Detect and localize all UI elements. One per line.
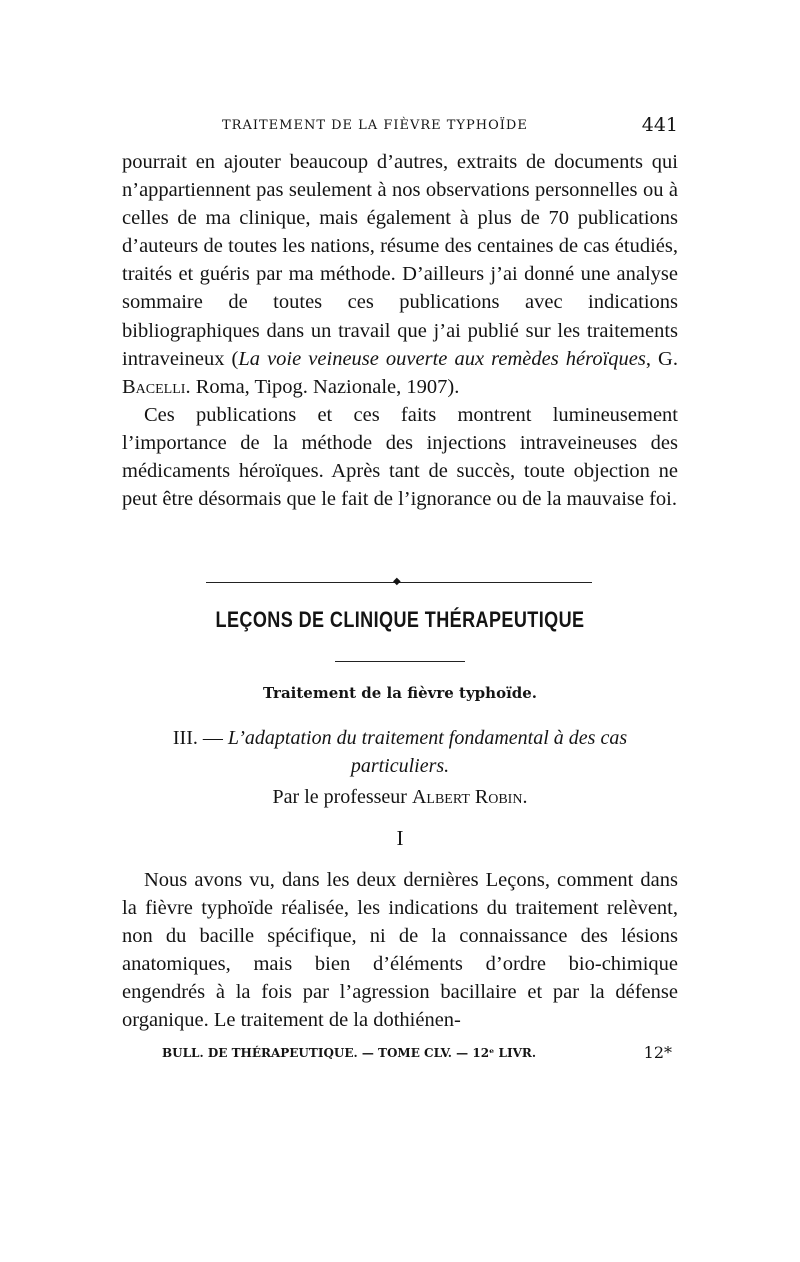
lesson-heading: [122, 724, 678, 780]
paragraph-text: , G.: [645, 347, 678, 370]
running-header: [122, 116, 678, 138]
section-title: LEÇONS DE CLINIQUE THÉRAPEUTIQUE: [215, 607, 585, 632]
author-line: [122, 786, 678, 809]
author-suffix: .: [522, 786, 528, 808]
part-numeral: I: [396, 826, 404, 850]
body-text-top: [122, 148, 678, 513]
footer-signature: 12*: [643, 1043, 672, 1062]
footer: [162, 1043, 672, 1066]
subtitle: Traitement de la fièvre typhoïde.: [262, 684, 538, 702]
title-underline-rule: [335, 661, 465, 662]
page-number: 441: [641, 114, 678, 136]
lesson-number: III. —: [172, 727, 228, 749]
footer-journal: BULL. DE THÉRAPEUTIQUE. — TOME CLV. — 12ᵉ LIVR.: [162, 1046, 537, 1060]
lesson-title: L’adaptation du traitement fondamental à des cas particuliers.: [227, 727, 628, 777]
divider-ornament: ◆: [393, 576, 401, 587]
paragraph-continued: [122, 148, 678, 401]
author-name: Albert Robin: [411, 786, 523, 808]
paragraph-conclusion: Ces publications et ces faits montrent lumineusement l’importance de la méthode des injections intraveineuses des médicaments héroïques. Après tant de succès, toute objection ne peut être désormais que le fait de l’ignorance ou de la mauvaise foi.: [122, 403, 678, 511]
author-prefix: Par le professeur: [272, 786, 412, 808]
paragraph-lesson-text: Nous avons vu, dans les deux dernières Leçons, comment dans la fièvre typhoïde réalisée, les indications du traitement relèvent, non du bacille spécifique, ni de la connaissance des lésions anatomiques, mais bien d’éléments d’ordre bio-chimique engendrés à la fois par l’agression bacillaire et par la défense organique. Le traitement de la dothiénen-: [122, 869, 678, 1032]
paragraph-text: . Roma, Tipog. Nazionale, 1907).: [185, 375, 460, 398]
italic-work-title: La voie veineuse ouverte aux remèdes héroïques: [238, 347, 646, 370]
paragraph-text: pourrait en ajouter beaucoup d’autres, extraits de documents qui n’appartiennent pas seulement à nos observations personnelles ou à celles de ma clinique, mais également à plus de 70 publications d’auteurs de toutes les nations, résume des centaines de cas étudiés, traités et guéris par ma méthode. D’ailleurs j’ai donné une analyse sommaire de toutes ces publications avec indications bibliographiques dans un travail que j’ai publié sur les traitements intraveineux (: [122, 151, 678, 370]
cited-author: Bacelli: [122, 375, 186, 398]
running-title: TRAITEMENT DE LA FIÈVRE TYPHOÏDE: [222, 118, 528, 133]
body-text-bottom: [122, 866, 678, 1035]
